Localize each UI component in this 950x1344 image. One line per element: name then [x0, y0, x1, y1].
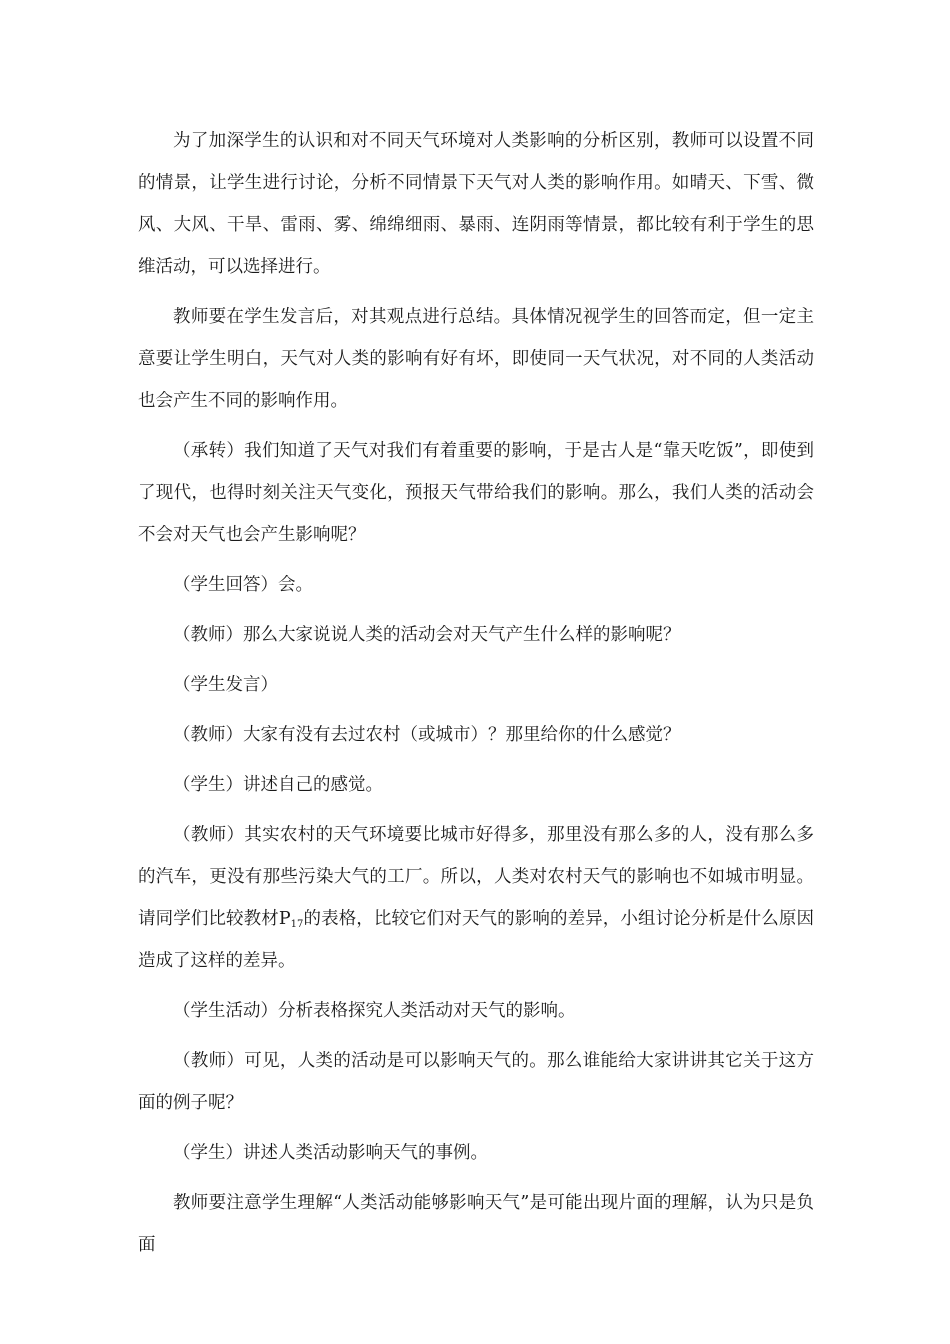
- paragraph: 教师要注意学生理解“人类活动能够影响天气”是可能出现片面的理解，认为只是负面: [138, 1193, 814, 1255]
- paragraph: （学生回答）会。: [173, 575, 313, 595]
- paragraph: （学生活动）分析表格探究人类活动对天气的影响。: [173, 1001, 576, 1021]
- paragraph: （教师）那么大家说说人类的活动会对天气产生什么样的影响呢？: [173, 625, 681, 645]
- paragraph: （教师）大家有没有去过农村（或城市）？那里给你的什么感觉？: [173, 725, 681, 745]
- paragraph: （学生）讲述人类活动影响天气的事例。: [173, 1143, 488, 1163]
- paragraph: 为了加深学生的认识和对不同天气环境对人类影响的分析区别，教师可以设置不同的情景，让学生进行讨论，分析不同情景下天气对人类的影响作用。如晴天、下雪、微风、大风、干旱、雷雨、雾、绵绵细雨、暴雨、连阴雨等情景，都比较有利于学生的思维活动，可以选择进行。: [138, 131, 814, 277]
- paragraph: （承转）我们知道了天气对我们有着重要的影响，于是古人是“靠天吃饭”，即使到了现代，也得时刻关注天气变化，预报天气带给我们的影响。那么，我们人类的活动会不会对天气也会产生影响呢？: [138, 441, 814, 545]
- paragraph-text-before: （教师）其实农村的天气环境要比城市好得多，那里没有那么多的人，没有那么多的汽车，更没有那些污染大气的工厂。所以，人类对农村天气的影响也不如城市明显。请同学们比较教材P: [138, 825, 814, 929]
- paragraph: （学生）讲述自己的感觉。: [173, 775, 383, 795]
- page-subscript: 17: [290, 919, 304, 930]
- paragraph-text-after: 的表格，比较它们对天气的影响的差异，小组讨论分析是什么原因造成了这样的差异。: [138, 909, 814, 971]
- paragraph: （教师）可见，人类的活动是可以影响天气的。那么谁能给大家讲讲其它关于这方面的例子呢？: [138, 1051, 814, 1113]
- document-body: [138, 120, 814, 1274]
- paragraph-with-subscript: [138, 814, 814, 982]
- paragraph: 教师要在学生发言后，对其观点进行总结。具体情况视学生的回答而定，但一定主意要让学生明白，天气对人类的影响有好有坏，即使同一天气状况，对不同的人类活动也会产生不同的影响作用。: [138, 307, 814, 411]
- paragraph: （学生发言）: [173, 675, 278, 695]
